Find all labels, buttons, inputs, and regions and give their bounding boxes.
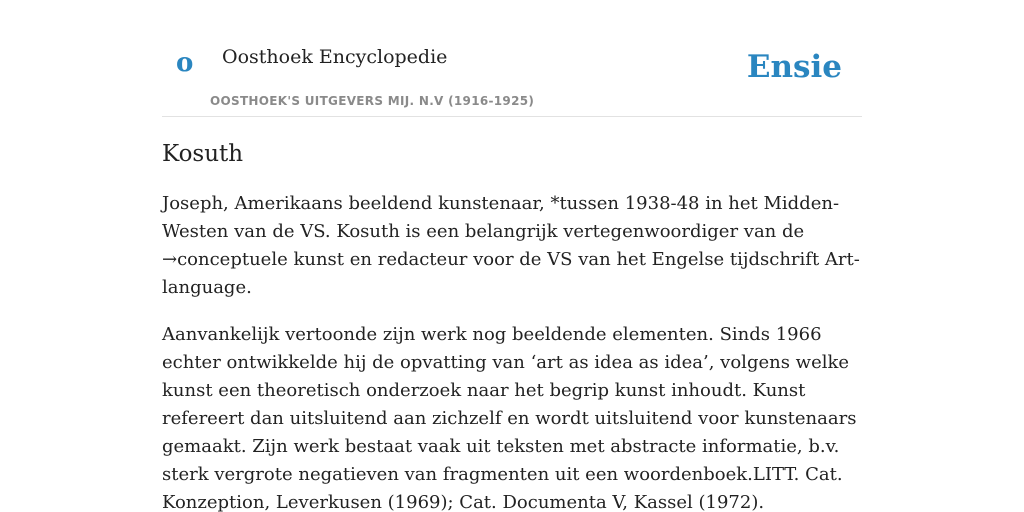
publisher-subtitle: OOSTHOEK'S UITGEVERS MIJ. N.V (1916-1925) xyxy=(210,94,535,108)
article-content xyxy=(162,138,862,512)
article-paragraph-2: Aanvankelijk vertoonde zijn werk nog beeldende elementen. Sinds 1966 echter ontwikkelde hij de opvatting van ‘art as idea as idea’, volgens welke kunst een theoretisch onderzoek naar het begrip kunst inhoudt. Kunst refereert dan uitsluitend aan zichzelf en wordt uitsluitend voor kunstenaars gemaakt. Zijn werk bestaat vaak uit teksten met abstracte informatie, b.v. sterk vergrote negatieven van fragmenten uit een woordenboek.LITT. Cat. Konzeption, Leverkusen (1969); Cat. Documenta V, Kassel (1972). xyxy=(162,324,857,512)
paragraph-1-text-end: en redacteur voor de VS van het Engelse tijdschrift Art-language. xyxy=(162,249,860,298)
conceptuele-kunst-link[interactable]: →conceptuele kunst xyxy=(162,249,345,270)
article-paragraph-1 xyxy=(162,190,862,302)
site-title[interactable]: Oosthoek Encyclopedie xyxy=(222,46,448,68)
paragraph-1-text-start: Joseph, Amerikaans beeldend kunstenaar, *tussen 1938-48 in het Midden-Westen van de VS. Kosuth is een belangrijk vertegenwoordiger van de xyxy=(162,193,840,242)
ensie-logo[interactable]: Ensie xyxy=(746,49,842,85)
site-header xyxy=(162,0,862,117)
oosthoek-logo[interactable]: o xyxy=(176,48,194,78)
entry-title: Kosuth xyxy=(162,141,244,167)
